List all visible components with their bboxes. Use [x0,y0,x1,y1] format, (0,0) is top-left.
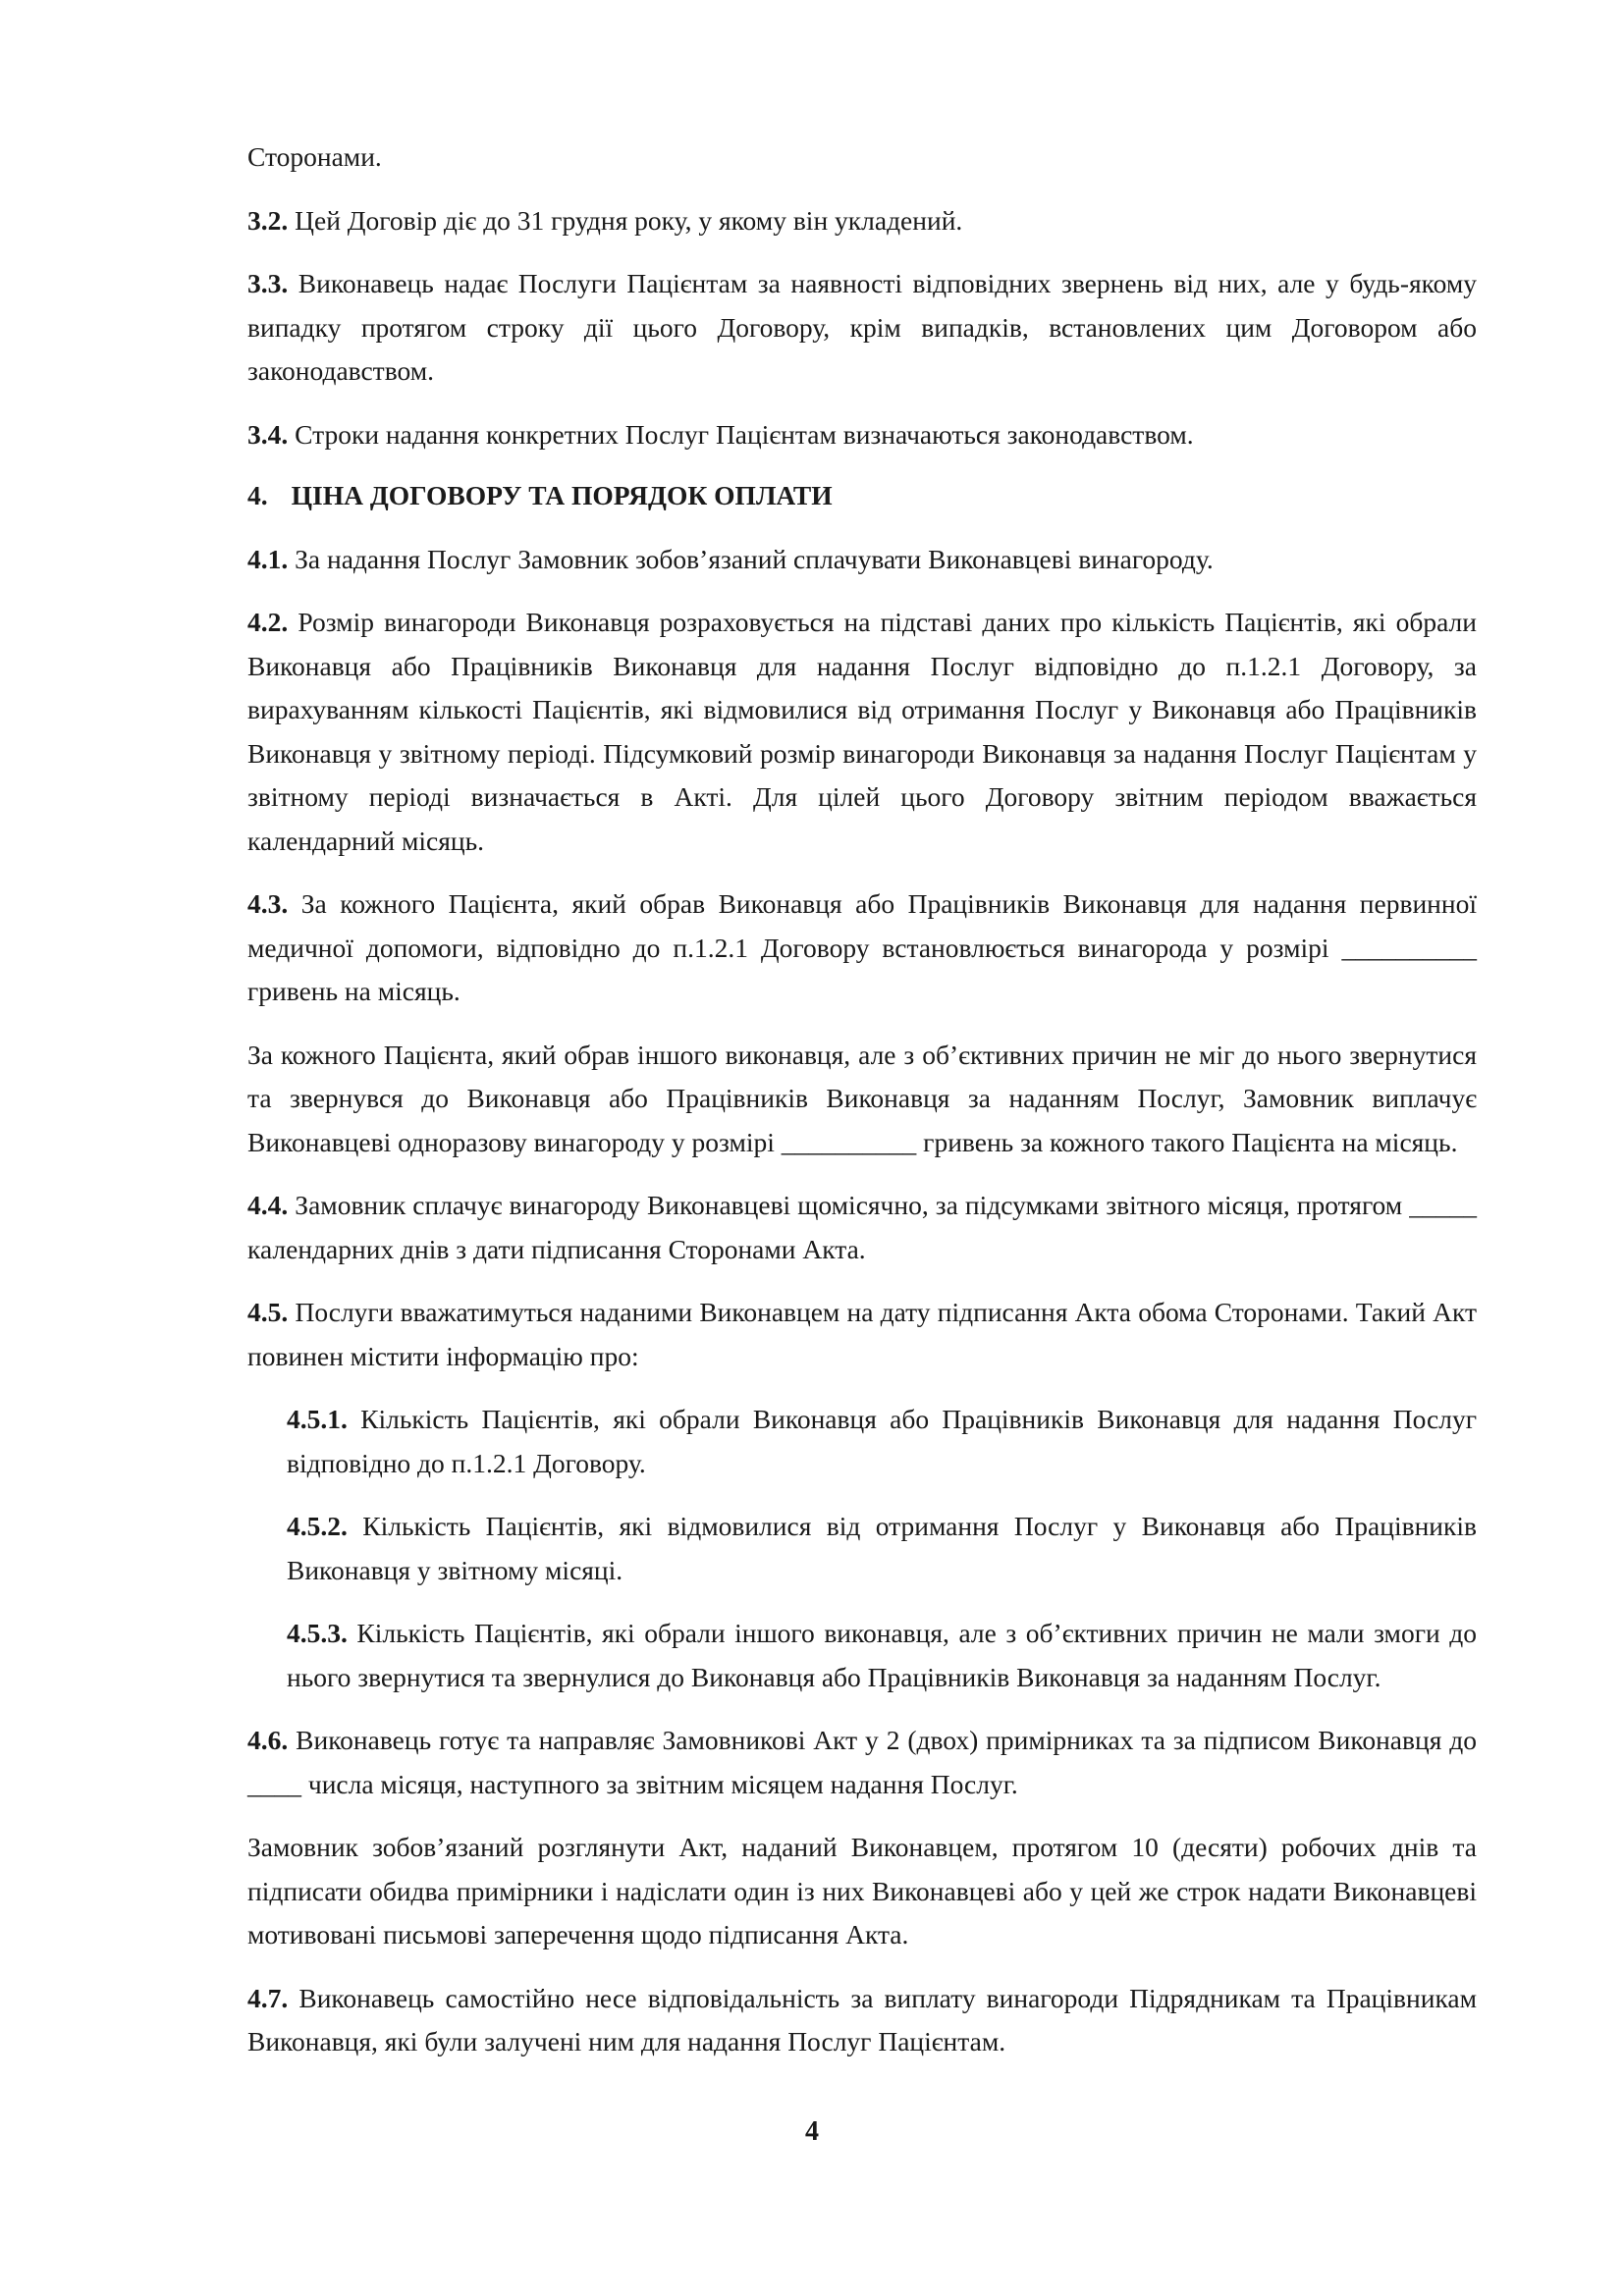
clause-3-2 [247,199,1477,243]
clause-number: 3.2. [247,204,289,236]
clause-4-1 [247,538,1477,582]
clause-4-5-1 [247,1398,1477,1485]
clause-text: Виконавець готує та направляє Замовникові Акт у 2 (двох) примірниках та за підписом Виконавця до ____ числа місяця, наступного за звітним місяцем надання Послуг. [247,1725,1477,1799]
clause-number: 4.7. [247,1982,289,2013]
clause-text: Послуги вважатимуться наданими Виконавцем на дату підписання Акта обома Сторонами. Такий Акт повинен містити інформацію про: [247,1297,1477,1371]
clause-text: Кількість Пацієнтів, які обрали Виконавця або Працівників Виконавця для надання Послуг відповідно до п.1.2.1 Договору. [287,1404,1477,1478]
paragraph-text: Замовник зобов’язаний розглянути Акт, наданий Виконавцем, протягом 10 (десяти) робочих днів та підписати обидва примірники і надіслати один із них Виконавцеві або у цей же строк надати Виконавцеві мотивовані письмові заперечення щодо підписання Акта. [247,1832,1477,1949]
clause-number: 4.5.3. [287,1618,348,1648]
clause-3-4 [247,413,1477,457]
paragraph-text: За кожного Пацієнта, який обрав іншого виконавця, але з об’єктивних причин не міг до нього звернутися та звернувся до Виконавця або Працівників Виконавця за наданням Послуг, Замовник виплачує Виконавцеві одноразову винагороду у розмірі __________ гривень за кожного такого Пацієнта на місяць. [247,1039,1477,1157]
clause-text: Виконавець самостійно несе відповідальність за виплату винагороди Підрядникам та Працівникам Виконавця, які були залучені ним для надання Послуг Пацієнтам. [247,1982,1477,2056]
clause-4-6 [247,1719,1477,1806]
clause-text: Виконавець надає Послуги Пацієнтам за наявності відповідних звернень від них, але у будь-якому випадку протягом строку дії цього Договору, крім випадків, встановлених цим Договором або законодавством. [247,268,1477,386]
clause-text: Цей Договір діє до 31 грудня року, у якому він укладений. [288,204,963,236]
clause-4-3-continued [247,1034,1477,1165]
clause-number: 4.2. [247,607,289,637]
clause-4-4 [247,1184,1477,1271]
clause-number: 4.6. [247,1725,289,1755]
paragraph-continuation [247,135,1477,180]
clause-4-5-2 [247,1505,1477,1592]
clause-text: За надання Послуг Замовник зобов’язаний сплачувати Виконавцеві винагороду. [288,543,1214,574]
paragraph-text: Сторонами. [247,141,382,172]
section-heading [247,474,1477,518]
clause-number: 4.1. [247,543,289,574]
clause-number: 3.3. [247,268,289,298]
clause-number: 4.3. [247,888,289,919]
clause-4-6-continued [247,1826,1477,1957]
clause-text: За кожного Пацієнта, який обрав Виконавця або Працівників Виконавця для надання первинної медичної допомоги, відповідно до п.1.2.1 Договору встановлюється винагорода у розмірі __________ гривень на місяць. [247,888,1477,1006]
page-number: 4 [805,2116,819,2147]
document-body [247,135,1477,2064]
clause-4-3 [247,882,1477,1014]
clause-4-5 [247,1291,1477,1378]
clause-number: 4.5.1. [287,1404,348,1434]
clause-text: Строки надання конкретних Послуг Пацієнтам визначаються законодавством. [288,418,1194,450]
clause-text: Замовник сплачує винагороду Виконавцеві щомісячно, за підсумками звітного місяця, протягом _____ календарних днів з дати підписання Сторонами Акта. [247,1190,1477,1264]
clause-3-3 [247,262,1477,394]
clause-4-7 [247,1977,1477,2064]
clause-text: Кількість Пацієнтів, які обрали іншого виконавця, але з об’єктивних причин не мали змоги до нього звернутися та звернулися до Виконавця або Працівників Виконавця за наданням Послуг. [287,1618,1477,1692]
clause-number: 4.5. [247,1297,289,1327]
section-title: ЦІНА ДОГОВОРУ ТА ПОРЯДОК ОПЛАТИ [291,480,833,510]
clause-4-2 [247,601,1477,863]
clause-text: Розмір винагороди Виконавця розраховується на підставі даних про кількість Пацієнтів, які обрали Виконавця або Працівників Виконавця для надання Послуг відповідно до п.1.2.1 Договору, за вирахуванням кількості Пацієнтів, які відмовилися від отримання Послуг у Виконавця або Працівників Виконавця у звітному періоді. Підсумковий розмір винагороди Виконавця за надання Послуг Пацієнтам у звітному періоді визначається в Акті. Для цілей цього Договору звітним періодом вважається календарний місяць. [247,607,1477,856]
clause-text: Кількість Пацієнтів, які відмовилися від отримання Послуг у Виконавця або Працівників Виконавця у звітному місяці. [287,1511,1477,1585]
clause-number: 4.4. [247,1190,289,1220]
section-number: 4. [247,480,268,510]
clause-number: 4.5.2. [287,1511,348,1541]
clause-4-5-3 [247,1612,1477,1699]
clause-number: 3.4. [247,418,289,450]
